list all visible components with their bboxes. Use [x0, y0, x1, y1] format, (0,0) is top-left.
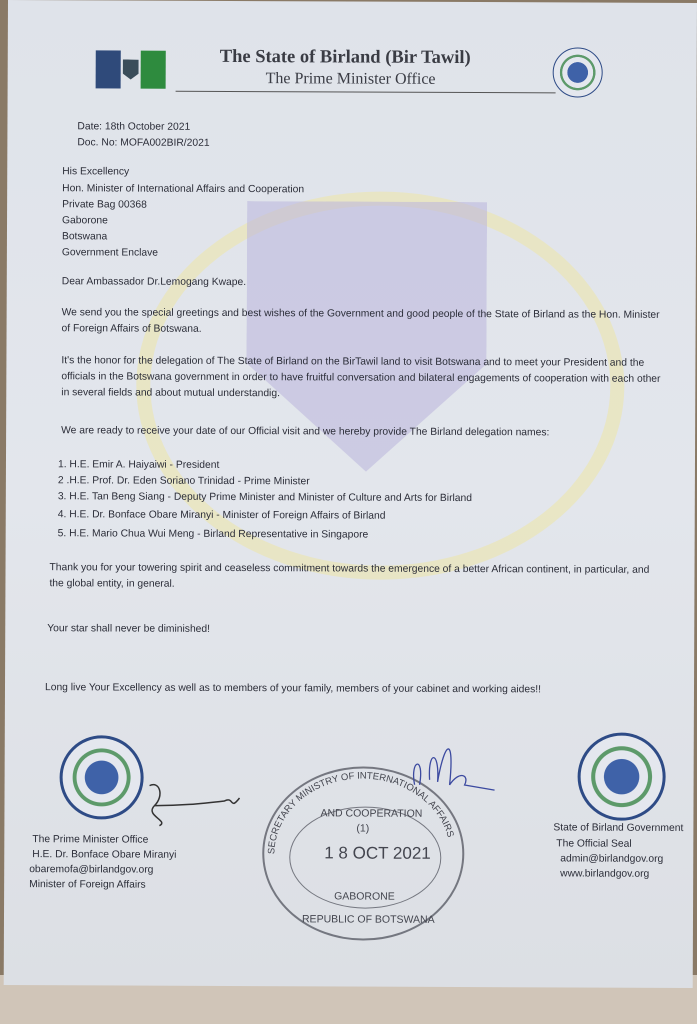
- signatory-left-line: H.E. Dr. Bonface Obare Miranyi: [32, 849, 177, 861]
- signatory-right-line: The Official Seal: [556, 838, 632, 850]
- date: Date: 18th October 2021: [77, 121, 191, 133]
- delegation-item: 4. H.E. Dr. Bonface Obare Miranyi - Minister of Foreign Affairs of Birland: [57, 509, 386, 522]
- signatory-left-line: Minister of Foreign Affairs: [29, 879, 146, 891]
- letterhead-title: The State of Birland (Bir Tawil): [219, 46, 471, 69]
- stamp-line: (1): [356, 822, 370, 835]
- address-line: His Excellency: [62, 166, 130, 178]
- signatory-right-email: admin@birlandgov.org: [560, 853, 664, 865]
- address-line: Private Bag 00368: [62, 199, 147, 211]
- salutation: Dear Ambassador Dr.Lemogang Kwape.: [61, 276, 247, 289]
- stamp-country: REPUBLIC OF BOTSWANA: [301, 913, 435, 926]
- letter-page: [4, 0, 697, 988]
- header-seal-icon: [553, 47, 603, 97]
- stamp-city: GABORONE: [334, 890, 395, 903]
- stamp-date: 1 8 OCT 2021: [324, 843, 431, 863]
- stamp-top-text: SECRETARY MINISTRY OF INTERNATIONAL AFFAIRS: [266, 770, 456, 855]
- signature-center: [400, 730, 500, 800]
- signatory-right-line: State of Birland Government: [553, 822, 684, 834]
- closing-line: Your star shall never be diminished!: [47, 623, 211, 635]
- signatory-right-website: www.birlandgov.org: [560, 868, 650, 880]
- address-line: Botswana: [61, 231, 108, 243]
- paragraph: We are ready to receive your date of our Official visit and we hereby provide The Birland delegation names:: [61, 425, 550, 439]
- stamp-line: AND COOPERATION: [320, 807, 423, 820]
- paragraph: It's the honor for the delegation of The State of Birland on the BirTawil land to visit Botswana and to meet your President and the officials in the Botswana government in order to have fruitful conversation and bilateral engagements of cooperation with each other in several fields and about mutual understandig.: [61, 355, 661, 400]
- closing-paragraph: Thank you for your towering spirit and ceaseless commitment towards the emergence of a better African continent, in particular, and the global entity, in general.: [49, 562, 650, 590]
- header-divider: [176, 91, 556, 94]
- signature-left: [139, 776, 249, 836]
- ministry-seal-icon: [59, 735, 143, 819]
- delegation-item: 2 .H.E. Prof. Dr. Eden Soriano Trinidad - Prime Minister: [57, 475, 310, 488]
- closing-line: Long live Your Excellency as well as to members of your family, members of your cabinet and working aides!!: [44, 682, 542, 696]
- address-line: Government Enclave: [61, 247, 159, 259]
- address-line: Gaborone: [62, 215, 108, 227]
- signatory-left-email: obaremofa@birlandgov.org: [29, 864, 154, 876]
- official-seal-icon: [577, 732, 665, 820]
- paragraph: We send you the special greetings and best wishes of the Government and good people of the State of Birland as the Hon. Minister of Foreign Affairs of Botswana.: [61, 307, 660, 335]
- flag-logo: [96, 50, 166, 88]
- doc-number: Doc. No: MOFA002BIR/2021: [77, 137, 210, 149]
- address-line: Hon. Minister of International Affairs and Cooperation: [62, 183, 305, 196]
- signatory-left-line: The Prime Minister Office: [32, 834, 149, 846]
- letterhead-subtitle: The Prime Minister Office: [265, 70, 436, 88]
- delegation-item: 1. H.E. Emir A. Haiyaiwi - President: [57, 459, 220, 471]
- delegation-item: 5. H.E. Mario Chua Wui Meng - Birland Representative in Singapore: [57, 528, 369, 541]
- delegation-item: 3. H.E. Tan Beng Siang - Deputy Prime Minister and Minister of Culture and Arts for Birland: [57, 491, 473, 505]
